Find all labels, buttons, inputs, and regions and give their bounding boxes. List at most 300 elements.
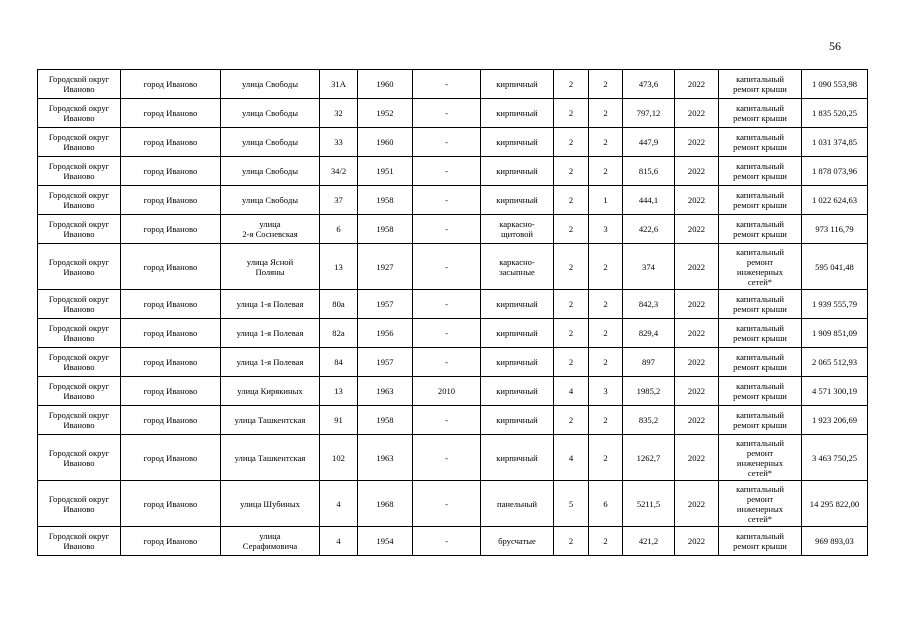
okrug-cell-line: Иваново [63, 420, 95, 430]
last-repair-year-cell: - [413, 157, 481, 186]
okrug-cell [38, 481, 121, 527]
okrug-cell-line: Иваново [63, 229, 95, 239]
cost-cell: 595 041,48 [802, 244, 868, 290]
street-cell [221, 128, 320, 157]
last-repair-year-cell: - [413, 244, 481, 290]
house-number-cell: 33 [320, 128, 358, 157]
work-type-cell [719, 70, 802, 99]
house-number-cell: 37 [320, 186, 358, 215]
city-cell: город Иваново [121, 435, 221, 481]
table-row [38, 527, 868, 556]
wall-material-cell-line: панельный [496, 498, 537, 509]
okrug-cell-line: Городской округ [48, 103, 110, 113]
wall-material-cell-line: засыпные [499, 266, 535, 277]
wall-material-cell-line: кирпичный [496, 137, 538, 147]
area-cell: 473,6 [623, 70, 675, 99]
page-number: 56 [829, 39, 841, 53]
last-repair-year-cell: - [413, 406, 481, 435]
table-row [38, 319, 868, 348]
house-number-cell: 82а [320, 319, 358, 348]
work-type-cell-line: капитальный [736, 132, 784, 142]
okrug-cell-line: Городской округ [48, 447, 110, 458]
table-row [38, 377, 868, 406]
okrug-cell-line: Городской округ [48, 256, 110, 267]
wall-material-cell [481, 215, 554, 244]
work-type-cell [719, 319, 802, 348]
work-type-cell-line: ремонт крыши [733, 171, 787, 181]
floors-cell: 2 [554, 215, 589, 244]
okrug-cell-line: Иваново [63, 266, 95, 277]
work-type-cell-line: ремонт крыши [733, 229, 787, 239]
table-row [38, 99, 868, 128]
entrances-cell: 2 [589, 244, 623, 290]
street-cell [221, 186, 320, 215]
street-cell-line: улица Ташкентская [234, 415, 306, 425]
work-type-cell-line: сетей* [747, 513, 773, 524]
cost-cell: 3 463 750,25 [802, 435, 868, 481]
house-number-cell: 84 [320, 348, 358, 377]
street-cell [221, 377, 320, 406]
plan-year-cell: 2022 [675, 157, 719, 186]
work-type-cell [719, 290, 802, 319]
floors-cell: 2 [554, 99, 589, 128]
wall-material-cell [481, 128, 554, 157]
wall-material-cell [481, 435, 554, 481]
wall-material-cell [481, 481, 554, 527]
year-built-cell: 1960 [358, 70, 413, 99]
house-number-cell: 102 [320, 435, 358, 481]
wall-material-cell-line: кирпичный [496, 357, 538, 367]
okrug-cell [38, 215, 121, 244]
house-number-cell: 32 [320, 99, 358, 128]
work-type-cell-line: капитальный [736, 381, 784, 391]
street-cell-line: улица Ташкентская [234, 452, 306, 463]
entrances-cell: 6 [589, 481, 623, 527]
city-cell: город Иваново [121, 348, 221, 377]
work-type-cell-line: ремонт крыши [733, 391, 787, 401]
work-type-cell-line: сетей* [747, 276, 773, 287]
okrug-cell-line: Иваново [63, 113, 95, 123]
house-number-cell: 13 [320, 377, 358, 406]
plan-year-cell: 2022 [675, 244, 719, 290]
work-type-cell-line: капитальный [736, 190, 784, 200]
table-row [38, 244, 868, 290]
last-repair-year-cell: - [413, 319, 481, 348]
street-cell-line: улица [259, 219, 281, 229]
wall-material-cell-line: кирпичный [496, 386, 538, 396]
work-type-cell [719, 157, 802, 186]
area-cell: 797,12 [623, 99, 675, 128]
table-row [38, 215, 868, 244]
entrances-cell: 2 [589, 70, 623, 99]
cost-cell: 1 090 553,98 [802, 70, 868, 99]
table-body [38, 70, 868, 556]
okrug-cell [38, 406, 121, 435]
okrug-cell-line: Городской округ [48, 531, 110, 541]
plan-year-cell: 2022 [675, 377, 719, 406]
work-type-cell-line: капитальный [736, 74, 784, 84]
okrug-cell-line: Иваново [63, 503, 95, 514]
cost-cell: 1 031 374,85 [802, 128, 868, 157]
work-type-cell-line: капитальный [736, 323, 784, 333]
floors-cell: 2 [554, 244, 589, 290]
okrug-cell [38, 319, 121, 348]
work-type-cell-line: капитальный [736, 294, 784, 304]
plan-year-cell: 2022 [675, 290, 719, 319]
work-type-cell [719, 244, 802, 290]
entrances-cell: 2 [589, 290, 623, 319]
entrances-cell: 2 [589, 406, 623, 435]
wall-material-cell-line: кирпичный [496, 452, 538, 463]
year-built-cell: 1927 [358, 244, 413, 290]
wall-material-cell-line: каркасно- [499, 256, 535, 267]
house-number-cell: 4 [320, 527, 358, 556]
okrug-cell [38, 244, 121, 290]
entrances-cell: 1 [589, 186, 623, 215]
work-type-cell-line: ремонт крыши [733, 420, 787, 430]
okrug-cell-line: Иваново [63, 391, 95, 401]
street-cell-line: улица Свободы [242, 108, 298, 118]
floors-cell: 2 [554, 527, 589, 556]
year-built-cell: 1954 [358, 527, 413, 556]
floors-cell: 2 [554, 157, 589, 186]
work-type-cell [719, 186, 802, 215]
last-repair-year-cell: - [413, 527, 481, 556]
okrug-cell-line: Городской округ [48, 161, 110, 171]
wall-material-cell-line: брусчатые [498, 536, 536, 546]
work-type-cell-line: капитальный [736, 531, 784, 541]
year-built-cell: 1956 [358, 319, 413, 348]
year-built-cell: 1958 [358, 406, 413, 435]
area-cell: 897 [623, 348, 675, 377]
street-cell-line: улица Свободы [242, 137, 298, 147]
work-type-cell [719, 481, 802, 527]
street-cell-line: Поляны [255, 266, 285, 277]
wall-material-cell [481, 527, 554, 556]
okrug-cell [38, 527, 121, 556]
work-type-cell-line: ремонт крыши [733, 200, 787, 210]
table-row [38, 435, 868, 481]
cost-cell: 1 878 073,96 [802, 157, 868, 186]
wall-material-cell-line: кирпичный [496, 328, 538, 338]
entrances-cell: 3 [589, 377, 623, 406]
plan-year-cell: 2022 [675, 319, 719, 348]
okrug-cell [38, 435, 121, 481]
city-cell: город Иваново [121, 290, 221, 319]
cost-cell: 1 923 206,69 [802, 406, 868, 435]
wall-material-cell [481, 157, 554, 186]
okrug-cell-line: Иваново [63, 362, 95, 372]
entrances-cell: 2 [589, 157, 623, 186]
plan-year-cell: 2022 [675, 215, 719, 244]
street-cell-line: Серафимовича [242, 541, 298, 551]
house-number-cell: 31А [320, 70, 358, 99]
work-type-cell-line: капитальный [736, 437, 784, 448]
table-row [38, 406, 868, 435]
plan-year-cell: 2022 [675, 99, 719, 128]
city-cell: город Иваново [121, 157, 221, 186]
area-cell: 815,6 [623, 157, 675, 186]
area-cell: 374 [623, 244, 675, 290]
okrug-cell-line: Иваново [63, 171, 95, 181]
street-cell-line: 2-я Сосневская [242, 229, 298, 239]
last-repair-year-cell: - [413, 128, 481, 157]
entrances-cell: 2 [589, 348, 623, 377]
wall-material-cell [481, 377, 554, 406]
last-repair-year-cell: - [413, 348, 481, 377]
okrug-cell [38, 290, 121, 319]
city-cell: город Иваново [121, 128, 221, 157]
work-type-cell-line: сетей* [747, 467, 773, 478]
work-type-cell [719, 99, 802, 128]
cost-cell: 2 065 512,93 [802, 348, 868, 377]
work-type-cell [719, 215, 802, 244]
table-row [38, 186, 868, 215]
plan-year-cell: 2022 [675, 527, 719, 556]
street-cell-line: улица Свободы [242, 166, 298, 176]
okrug-cell-line: Городской округ [48, 352, 110, 362]
street-cell [221, 348, 320, 377]
house-number-cell: 13 [320, 244, 358, 290]
work-type-cell-line: ремонт крыши [733, 541, 787, 551]
street-cell-line: улица 1-я Полевая [236, 357, 304, 367]
city-cell: город Иваново [121, 70, 221, 99]
floors-cell: 4 [554, 435, 589, 481]
wall-material-cell [481, 70, 554, 99]
street-cell [221, 527, 320, 556]
city-cell: город Иваново [121, 527, 221, 556]
table-row [38, 290, 868, 319]
okrug-cell [38, 186, 121, 215]
plan-year-cell: 2022 [675, 186, 719, 215]
okrug-cell-line: Городской округ [48, 74, 110, 84]
okrug-cell-line: Иваново [63, 541, 95, 551]
area-cell: 5211,5 [623, 481, 675, 527]
okrug-cell [38, 128, 121, 157]
okrug-cell-line: Городской округ [48, 493, 110, 504]
area-cell: 422,6 [623, 215, 675, 244]
floors-cell: 2 [554, 406, 589, 435]
year-built-cell: 1958 [358, 186, 413, 215]
work-type-cell [719, 128, 802, 157]
year-built-cell: 1963 [358, 377, 413, 406]
okrug-cell-line: Иваново [63, 304, 95, 314]
cost-cell: 973 116,79 [802, 215, 868, 244]
work-type-cell-line: ремонт крыши [733, 362, 787, 372]
street-cell-line: улица 1-я Полевая [236, 328, 304, 338]
street-cell [221, 70, 320, 99]
last-repair-year-cell: - [413, 215, 481, 244]
street-cell-line: улица Свободы [242, 79, 298, 89]
area-cell: 829,4 [623, 319, 675, 348]
wall-material-cell-line: щитовой [500, 229, 534, 239]
cost-cell: 1 835 520,25 [802, 99, 868, 128]
okrug-cell-line: Городской округ [48, 410, 110, 420]
okrug-cell-line: Иваново [63, 457, 95, 468]
plan-year-cell: 2022 [675, 435, 719, 481]
area-cell: 835,2 [623, 406, 675, 435]
cost-cell: 4 571 300,19 [802, 377, 868, 406]
year-built-cell: 1957 [358, 348, 413, 377]
year-built-cell: 1952 [358, 99, 413, 128]
wall-material-cell-line: кирпичный [496, 415, 538, 425]
work-type-cell-line: инженерных [736, 457, 784, 468]
work-type-cell [719, 527, 802, 556]
cost-cell: 14 295 822,00 [802, 481, 868, 527]
work-type-cell-line: капитальный [736, 103, 784, 113]
entrances-cell: 2 [589, 319, 623, 348]
table-row [38, 70, 868, 99]
wall-material-cell [481, 244, 554, 290]
city-cell: город Иваново [121, 244, 221, 290]
wall-material-cell [481, 406, 554, 435]
okrug-cell-line: Иваново [63, 84, 95, 94]
table-row [38, 348, 868, 377]
okrug-cell-line: Иваново [63, 200, 95, 210]
cost-cell: 1 022 624,63 [802, 186, 868, 215]
okrug-cell-line: Городской округ [48, 132, 110, 142]
floors-cell: 2 [554, 290, 589, 319]
last-repair-year-cell: - [413, 290, 481, 319]
work-type-cell [719, 377, 802, 406]
city-cell: город Иваново [121, 319, 221, 348]
year-built-cell: 1951 [358, 157, 413, 186]
work-type-cell-line: капитальный [736, 161, 784, 171]
entrances-cell: 2 [589, 128, 623, 157]
plan-year-cell: 2022 [675, 348, 719, 377]
okrug-cell-line: Городской округ [48, 323, 110, 333]
wall-material-cell [481, 319, 554, 348]
entrances-cell: 2 [589, 435, 623, 481]
plan-year-cell: 2022 [675, 481, 719, 527]
okrug-cell [38, 99, 121, 128]
work-type-cell-line: ремонт крыши [733, 84, 787, 94]
okrug-cell-line: Городской округ [48, 190, 110, 200]
work-type-cell [719, 348, 802, 377]
area-cell: 1262,7 [623, 435, 675, 481]
wall-material-cell-line: кирпичный [496, 108, 538, 118]
entrances-cell: 2 [589, 527, 623, 556]
work-type-cell-line: ремонт крыши [733, 113, 787, 123]
work-type-cell-line: капитальный [736, 410, 784, 420]
area-cell: 447,9 [623, 128, 675, 157]
plan-year-cell: 2022 [675, 128, 719, 157]
work-type-cell-line: ремонт крыши [733, 333, 787, 343]
housing-repair-table [37, 69, 868, 556]
year-built-cell: 1960 [358, 128, 413, 157]
okrug-cell [38, 348, 121, 377]
house-number-cell: 80а [320, 290, 358, 319]
last-repair-year-cell: - [413, 186, 481, 215]
cost-cell: 1 939 555,79 [802, 290, 868, 319]
house-number-cell: 34/2 [320, 157, 358, 186]
floors-cell: 2 [554, 186, 589, 215]
wall-material-cell-line: кирпичный [496, 166, 538, 176]
wall-material-cell-line: каркасно- [499, 219, 535, 229]
cost-cell: 1 909 851,09 [802, 319, 868, 348]
wall-material-cell [481, 348, 554, 377]
street-cell-line: улица Шубиных [240, 498, 300, 509]
house-number-cell: 4 [320, 481, 358, 527]
last-repair-year-cell: - [413, 435, 481, 481]
year-built-cell: 1958 [358, 215, 413, 244]
work-type-cell [719, 406, 802, 435]
house-number-cell: 6 [320, 215, 358, 244]
street-cell [221, 99, 320, 128]
work-type-cell-line: капитальный [736, 219, 784, 229]
street-cell-line: улица 1-я Полевая [236, 299, 304, 309]
street-cell-line: улица Кирякиных [237, 386, 303, 396]
city-cell: город Иваново [121, 406, 221, 435]
last-repair-year-cell: 2010 [413, 377, 481, 406]
work-type-cell-line: капитальный [736, 483, 784, 494]
wall-material-cell-line: кирпичный [496, 299, 538, 309]
city-cell: город Иваново [121, 215, 221, 244]
area-cell: 842,3 [623, 290, 675, 319]
entrances-cell: 3 [589, 215, 623, 244]
street-cell [221, 319, 320, 348]
okrug-cell-line: Городской округ [48, 294, 110, 304]
last-repair-year-cell: - [413, 481, 481, 527]
table-row [38, 481, 868, 527]
street-cell-line: улица Ясной [246, 256, 294, 267]
okrug-cell [38, 70, 121, 99]
work-type-cell-line: ремонт [746, 493, 774, 504]
table-row [38, 157, 868, 186]
area-cell: 421,2 [623, 527, 675, 556]
work-type-cell-line: капитальный [736, 246, 784, 257]
last-repair-year-cell: - [413, 70, 481, 99]
street-cell-line: улица Свободы [242, 195, 298, 205]
street-cell [221, 406, 320, 435]
street-cell [221, 244, 320, 290]
street-cell [221, 157, 320, 186]
work-type-cell-line: ремонт крыши [733, 304, 787, 314]
plan-year-cell: 2022 [675, 406, 719, 435]
street-cell [221, 215, 320, 244]
work-type-cell-line: ремонт [746, 447, 774, 458]
okrug-cell-line: Городской округ [48, 381, 110, 391]
work-type-cell-line: инженерных [736, 266, 784, 277]
floors-cell: 2 [554, 70, 589, 99]
floors-cell: 4 [554, 377, 589, 406]
house-number-cell: 91 [320, 406, 358, 435]
wall-material-cell [481, 99, 554, 128]
city-cell: город Иваново [121, 481, 221, 527]
work-type-cell-line: ремонт [746, 256, 774, 267]
plan-year-cell: 2022 [675, 70, 719, 99]
wall-material-cell-line: кирпичный [496, 195, 538, 205]
wall-material-cell-line: кирпичный [496, 79, 538, 89]
work-type-cell-line: инженерных [736, 503, 784, 514]
cost-cell: 969 893,03 [802, 527, 868, 556]
table-row [38, 128, 868, 157]
floors-cell: 2 [554, 348, 589, 377]
city-cell: город Иваново [121, 99, 221, 128]
year-built-cell: 1968 [358, 481, 413, 527]
work-type-cell [719, 435, 802, 481]
area-cell: 1985,2 [623, 377, 675, 406]
okrug-cell-line: Иваново [63, 142, 95, 152]
wall-material-cell [481, 290, 554, 319]
city-cell: город Иваново [121, 377, 221, 406]
year-built-cell: 1957 [358, 290, 413, 319]
street-cell-line: улица [259, 531, 281, 541]
entrances-cell: 2 [589, 99, 623, 128]
area-cell: 444,1 [623, 186, 675, 215]
okrug-cell-line: Иваново [63, 333, 95, 343]
okrug-cell [38, 377, 121, 406]
